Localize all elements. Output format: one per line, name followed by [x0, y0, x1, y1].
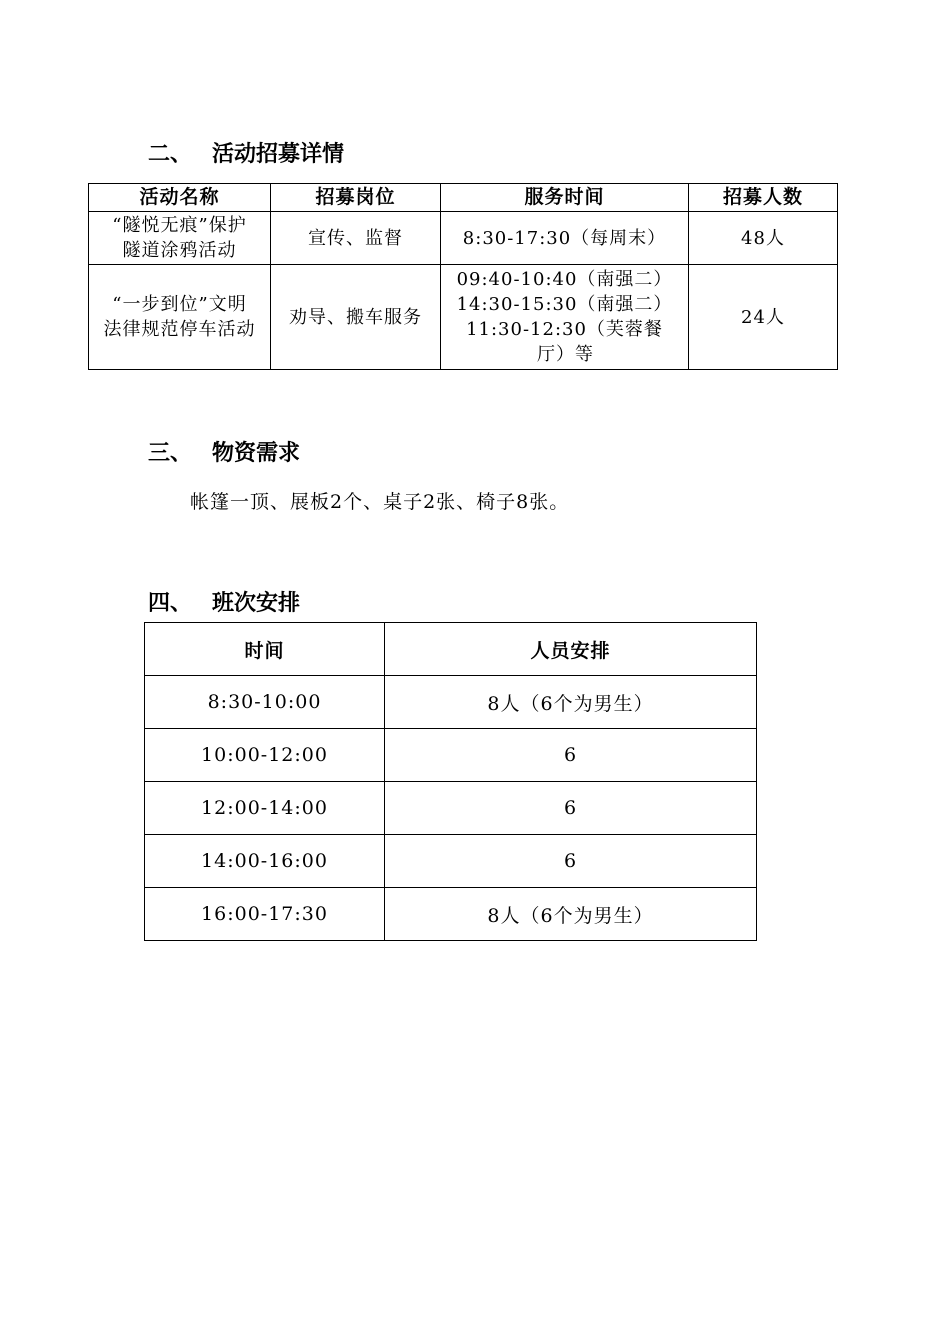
shift-staff-cell: 6 — [385, 835, 757, 888]
shift-table-header-row — [145, 623, 757, 676]
section-2-heading — [148, 137, 344, 168]
activity-name-line: “隧悦无痕”保护 — [112, 215, 247, 236]
shift-time-cell: 10:00-12:00 — [145, 729, 385, 782]
section-4-title: 班次安排 — [212, 591, 301, 616]
table-row — [145, 835, 757, 888]
shift-time-cell: 14:00-16:00 — [145, 835, 385, 888]
activity-name-cell — [89, 265, 271, 370]
shift-time-cell: 16:00-17:30 — [145, 888, 385, 941]
shift-staff-cell: 8人（6个为男生） — [385, 676, 757, 729]
table-row — [145, 676, 757, 729]
shift-staff-cell: 8人（6个为男生） — [385, 888, 757, 941]
service-time-cell — [441, 212, 689, 265]
shift-staff-cell: 6 — [385, 729, 757, 782]
header-service-time: 服务时间 — [441, 184, 689, 212]
section-4-number: 四、 — [148, 591, 193, 616]
service-time-line: 8:30-17:30（每周末） — [462, 227, 667, 249]
shift-time-cell: 8:30-10:00 — [145, 676, 385, 729]
table-row — [89, 265, 838, 370]
header-staff: 人员安排 — [385, 623, 757, 676]
post-cell: 宣传、监督 — [271, 212, 441, 265]
supplies-text: 帐篷一顶、展板2个、桌子2张、椅子8张。 — [190, 491, 570, 513]
count-cell: 48人 — [689, 212, 838, 265]
service-time-line: 厅）等 — [537, 344, 594, 365]
table-row — [145, 729, 757, 782]
service-time-cell — [441, 265, 689, 370]
header-post: 招募岗位 — [271, 184, 441, 212]
table-row — [145, 782, 757, 835]
service-time-line: 09:40-10:40（南强二） — [456, 269, 673, 290]
shift-time-cell: 12:00-14:00 — [145, 782, 385, 835]
service-time-line: 14:30-15:30（南强二） — [456, 294, 673, 315]
recruitment-table-header-row — [89, 184, 838, 212]
section-4-heading — [148, 586, 300, 617]
count-cell: 24人 — [689, 265, 838, 370]
service-time-line: 11:30-12:30（芙蓉餐 — [466, 319, 663, 340]
section-3-number: 三、 — [148, 441, 193, 466]
activity-name-line: 隧道涂鸦活动 — [122, 240, 237, 261]
post-cell: 劝导、搬车服务 — [271, 265, 441, 370]
section-2-title: 活动招募详情 — [212, 142, 345, 167]
activity-name-line: 法律规范停车活动 — [103, 319, 256, 340]
activity-name-line: “一步到位”文明 — [112, 294, 247, 315]
header-time: 时间 — [145, 623, 385, 676]
activity-name-cell — [89, 212, 271, 265]
table-row — [89, 212, 838, 265]
header-count: 招募人数 — [689, 184, 838, 212]
section-2-number: 二、 — [148, 142, 193, 167]
header-activity-name: 活动名称 — [89, 184, 271, 212]
section-3-heading — [148, 436, 300, 467]
shift-staff-cell: 6 — [385, 782, 757, 835]
shift-table — [144, 622, 757, 941]
section-3-title: 物资需求 — [212, 441, 301, 466]
recruitment-table — [88, 183, 838, 370]
table-row — [145, 888, 757, 941]
